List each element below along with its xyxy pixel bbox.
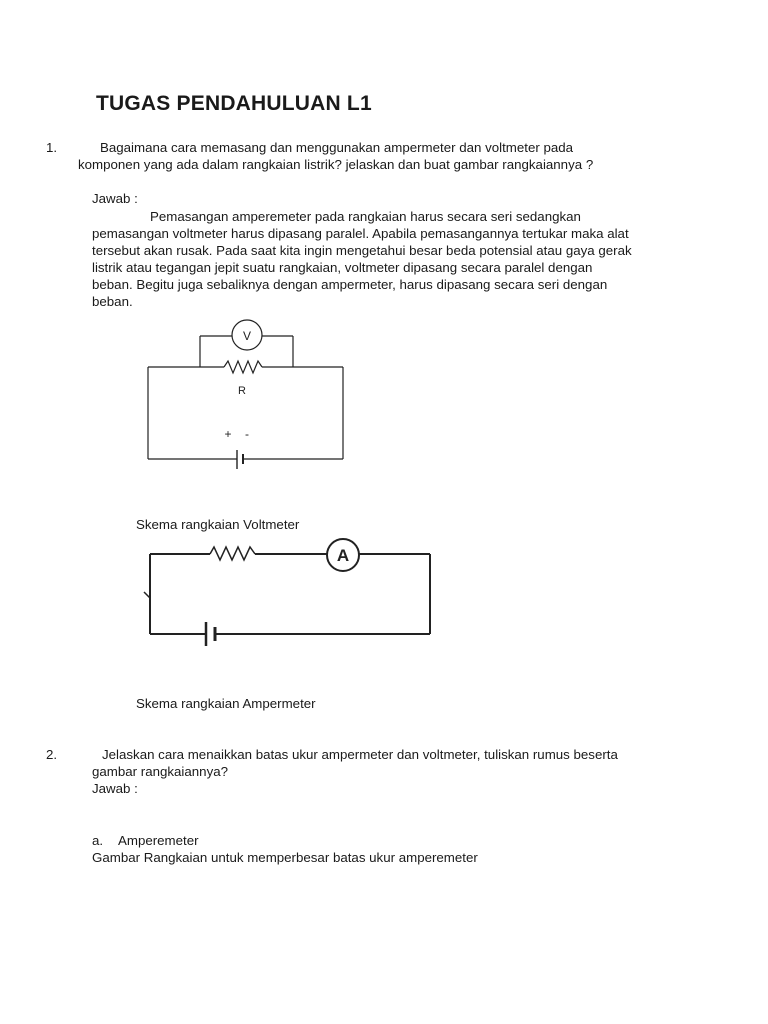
voltmeter-symbol-letter: V — [242, 329, 252, 343]
question-2-number: 2. — [46, 747, 58, 762]
question-1-line-2: komponen yang ada dalam rangkaian listrik? jelaskan dan buat gambar rangkaiannya ? — [78, 157, 594, 172]
page-title: TUGAS PENDAHULUAN L1 — [96, 92, 372, 115]
answer-1-line-4: listrik atau tegangan jepit suatu rangkaian, voltmeter dipasang secara paralel dengan — [92, 260, 593, 275]
question-2-line-2: gambar rangkaiannya? — [92, 764, 229, 779]
resistor-zigzag — [224, 361, 262, 373]
answer-1-line-1: Pemasangan amperemeter pada rangkaian harus secara seri sedangkan — [150, 209, 581, 224]
voltmeter-circuit-diagram — [140, 312, 360, 477]
battery-minus-sign: - — [245, 427, 249, 441]
answer-1-line-2: pemasangan voltmeter harus dipasang paralel. Apabila pemasangannya tertukar maka alat — [92, 226, 629, 241]
answer-2-label: Jawab : — [92, 781, 138, 796]
question-2-line-1: Jelaskan cara menaikkan batas ukur ampermeter dan voltmeter, tuliskan rumus beserta — [102, 747, 618, 762]
ammeter-resistor-zigzag — [210, 547, 255, 560]
caption-voltmeter: Skema rangkaian Voltmeter — [136, 517, 300, 532]
item-a-description: Gambar Rangkaian untuk memperbesar batas ukur amperemeter — [92, 850, 478, 865]
answer-1-line-6: beban. — [92, 294, 133, 309]
question-1-number: 1. — [46, 140, 58, 155]
answer-1-line-3: tersebut akan rusak. Pada saat kita ingin mengetahui besar beda potensial atau gaya gerak — [92, 243, 632, 258]
ammeter-circuit-diagram — [140, 536, 440, 656]
answer-1-label: Jawab : — [92, 191, 138, 206]
item-a-label: a. — [92, 833, 104, 848]
question-1-line-1: Bagaimana cara memasang dan menggunakan ampermeter dan voltmeter pada — [100, 140, 574, 155]
caption-ammeter: Skema rangkaian Ampermeter — [136, 696, 316, 711]
item-a-title: Amperemeter — [118, 833, 199, 848]
answer-1-line-5: beban. Begitu juga sebaliknya dengan ampermeter, harus dipasang secara seri dengan — [92, 277, 608, 292]
ammeter-symbol-letter: A — [336, 546, 350, 565]
resistor-label: R — [238, 385, 246, 397]
battery-plus-sign: + — [224, 427, 232, 441]
